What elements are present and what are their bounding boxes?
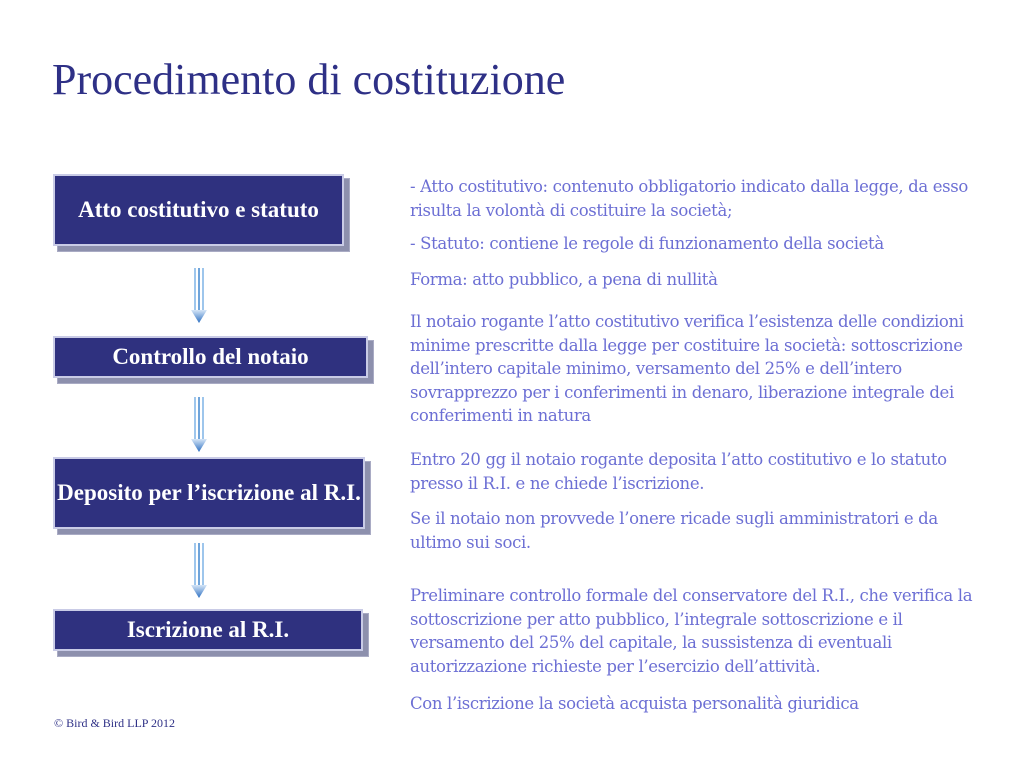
step-controllo-notaio: Controllo del notaio xyxy=(53,336,368,378)
down-arrow-icon xyxy=(189,543,209,599)
atto-costitutivo-description: - Atto costitutivo: contenuto obbligatorio indicato dalla legge, da esso risulta la volontà di costituire la società; xyxy=(410,177,969,220)
forma-description: Forma: atto pubblico, a pena di nullità xyxy=(410,270,718,289)
statuto-description: - Statuto: contiene le regole di funzionamento della società xyxy=(410,234,884,253)
controllo-notaio-description: Il notaio rogante l’atto costitutivo verifica l’esistenza delle condizioni minime prescritte dalla legge per costituire la società: sottoscrizione dell’intero capitale minimo, versamento del 25% e dell’intero sovrapprezzo per i conferimenti in denaro, liberazione integrale dei conferimenti in natura xyxy=(410,312,964,425)
down-arrow-icon xyxy=(189,268,209,324)
controllo-conservatore-description: Preliminare controllo formale del conservatore del R.I., che verifica la sottoscrizione per atto pubblico, l’integrale sottoscrizione e il versamento del 25% del capitale, la sussistenza di eventuali autorizzazione richieste per l’esercizio dell’attività. xyxy=(410,586,973,676)
deposito-description: Entro 20 gg il notaio rogante deposita l’atto costitutivo e lo statuto presso il R.I. e ne chiede l’iscrizione. xyxy=(410,450,947,493)
copyright-footer: © Bird & Bird LLP 2012 xyxy=(54,716,176,730)
down-arrow-icon xyxy=(189,397,209,453)
onere-amministratori-description: Se il notaio non provvede l’onere ricade sugli amministratori e da ultimo sui soci. xyxy=(410,509,938,552)
personalita-giuridica-description: Con l’iscrizione la società acquista personalità giuridica xyxy=(410,694,859,713)
step-deposito-iscrizione: Deposito per l’iscrizione al R.I. xyxy=(53,457,365,529)
page-title: Procedimento di costituzione xyxy=(52,55,566,104)
step-iscrizione-ri: Iscrizione al R.I. xyxy=(53,609,363,651)
step-atto-costitutivo: Atto costitutivo e statuto xyxy=(53,174,344,246)
